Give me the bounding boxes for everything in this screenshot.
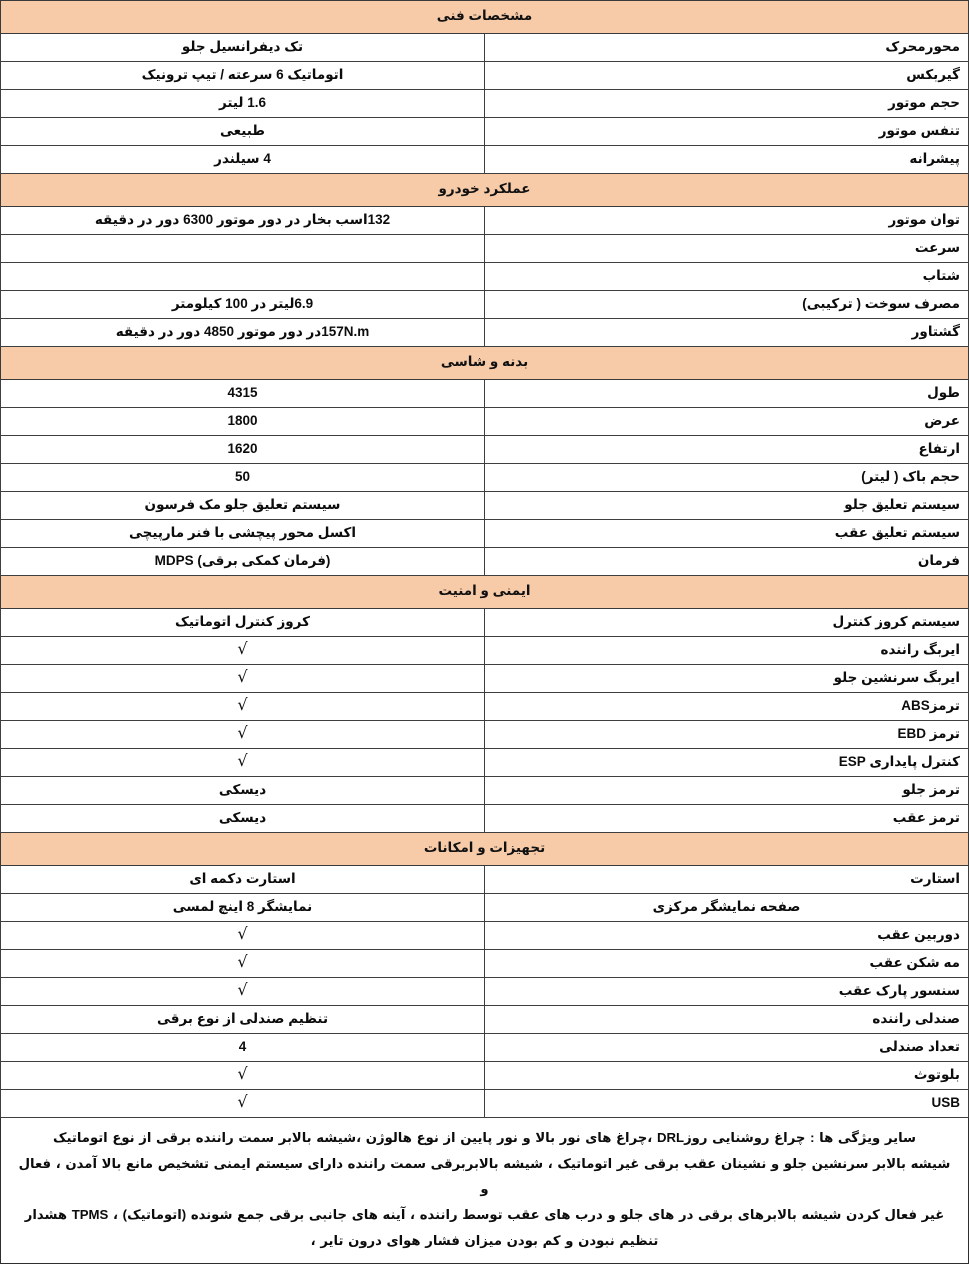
spec-value [1,721,485,749]
spec-label: ترمز عقب [485,805,969,833]
spec-label: USB [485,1090,969,1118]
table-row [1,637,969,665]
spec-value: 1800 [1,408,485,436]
spec-value: استارت دکمه ای [1,866,485,894]
spec-value [1,950,485,978]
spec-label: طول [485,380,969,408]
spec-label: عرض [485,408,969,436]
table-row [1,34,969,62]
spec-label: ترمز جلو [485,777,969,805]
footnote-line: سایر ویژگی ها : چراغ روشنایی روزDRL ،چراغ های نور بالا و نور پایین از نوع هالوژن ،شیشه بالابر سمت راننده برقی از نوع اتوماتیک [52,1130,916,1145]
spec-value [1,637,485,665]
table-row [1,492,969,520]
footnote-row [1,1118,969,1264]
spec-value: 50 [1,464,485,492]
spec-label: توان موتور [485,207,969,235]
spec-label: حجم باک ( لیتر) [485,464,969,492]
spec-value [1,665,485,693]
table-row [1,894,969,922]
table-row [1,436,969,464]
spec-label: شتاب [485,263,969,291]
table-row [1,548,969,576]
table-row [1,1062,969,1090]
spec-label: مصرف سوخت ( ترکیبی) [485,291,969,319]
spec-value: طبیعی [1,118,485,146]
table-row [1,1034,969,1062]
footnote-line: غیر فعال کردن شیشه بالابرهای برقی در های جلو و درب های عقب توسط راننده ، آینه های جانبی برقی جمع شونده (اتوماتیک) ، TPMS هشدار [24,1207,945,1223]
table-row [1,693,969,721]
check-icon: √ [237,695,248,715]
spec-label: ترمزABS [485,693,969,721]
table-row [1,1090,969,1118]
table-row [1,866,969,894]
table-row [1,777,969,805]
spec-value [1,235,485,263]
section-header-vehicle-performance: عملکرد خودرو [1,174,969,207]
spec-label: ترمز EBD [485,721,969,749]
check-icon: √ [237,639,248,659]
table-row [1,291,969,319]
table-row [1,665,969,693]
spec-label: سیستم کروز کنترل [485,609,969,637]
spec-value [1,263,485,291]
table-row [1,118,969,146]
spec-label: سیستم تعلیق عقب [485,520,969,548]
check-icon: √ [237,751,248,771]
spec-label: دوربین عقب [485,922,969,950]
footnote-line: شیشه بالابر سرنشین جلو و نشینان عقب برقی غیر اتوماتیک ، شیشه بالابربرقی سمت راننده دارای سیستم ایمنی تشخیص مانع بالا آمدن ، فعال و [18,1155,951,1197]
spec-value [1,1090,485,1118]
section-header-row [1,347,969,380]
spec-label: سیستم تعلیق جلو [485,492,969,520]
table-row [1,146,969,174]
section-header-safety-and-security: ایمنی و امنیت [1,576,969,609]
check-icon: √ [237,723,248,743]
spec-label: تعداد صندلی [485,1034,969,1062]
spec-label: ایربگ راننده [485,637,969,665]
section-header-body-and-chassis: بدنه و شاسی [1,347,969,380]
section-header-technical-specifications: مشخصات فنی [1,1,969,34]
spec-value: اکسل محور پیچشی با فنر مارپیچی [1,520,485,548]
spec-value [1,922,485,950]
spec-label: کنترل پایداری ESP [485,749,969,777]
spec-label: بلوتوث [485,1062,969,1090]
spec-value: 6.9لیتر در 100 کیلومتر [1,291,485,319]
table-row [1,721,969,749]
table-row [1,1006,969,1034]
spec-label: فرمان [485,548,969,576]
spec-label: محورمحرک [485,34,969,62]
spec-table-body [1,1,969,1264]
spec-value: 132اسب بخار در دور موتور 6300 دور در دقیقه [1,207,485,235]
table-row [1,235,969,263]
spec-value: دیسکی [1,805,485,833]
other-features-note [1,1118,969,1264]
check-icon: √ [237,952,248,972]
spec-label: گشتاور [485,319,969,347]
section-header-row [1,833,969,866]
table-row [1,520,969,548]
spec-label: صفحه نمایشگر مرکزی [485,894,969,922]
spec-label: تنفس موتور [485,118,969,146]
spec-label: استارت [485,866,969,894]
spec-value: دیسکی [1,777,485,805]
table-row [1,408,969,436]
spec-value: 157N.mدر دور موتور 4850 دور در دقیقه [1,319,485,347]
table-row [1,90,969,118]
spec-label: ارتفاع [485,436,969,464]
spec-value: نمایشگر 8 اینچ لمسی [1,894,485,922]
section-header-row [1,174,969,207]
check-icon: √ [237,667,248,687]
spec-value: (فرمان کمکی برقی) MDPS [1,548,485,576]
table-row [1,263,969,291]
section-header-equipment-and-features: تجهیزات و امکانات [1,833,969,866]
spec-label: حجم موتور [485,90,969,118]
table-row [1,922,969,950]
table-row [1,950,969,978]
check-icon: √ [237,980,248,1000]
spec-label: سنسور پارک عقب [485,978,969,1006]
footnote-line: تنظیم نبودن و کم بودن میزان فشار هوای درون تایر ، [310,1232,659,1248]
check-icon: √ [237,1064,248,1084]
spec-value [1,1062,485,1090]
spec-value: کروز کنترل اتوماتیک [1,609,485,637]
table-row [1,609,969,637]
spec-label: مه شکن عقب [485,950,969,978]
spec-label: صندلی راننده [485,1006,969,1034]
spec-value: تک دیفرانسیل جلو [1,34,485,62]
section-header-row [1,576,969,609]
spec-label: پیشرانه [485,146,969,174]
spec-value: سیستم تعلیق جلو مک فرسون [1,492,485,520]
table-row [1,207,969,235]
table-row [1,62,969,90]
spec-value: 4 سیلندر [1,146,485,174]
spec-value [1,693,485,721]
check-icon: √ [237,924,248,944]
spec-value: 1620 [1,436,485,464]
table-row [1,749,969,777]
spec-value: 1.6 لیتر [1,90,485,118]
check-icon: √ [237,1092,248,1112]
section-header-row [1,1,969,34]
spec-value: اتوماتیک 6 سرعته / تیپ ترونیک [1,62,485,90]
spec-value: تنظیم صندلی از نوع برقی [1,1006,485,1034]
spec-value [1,978,485,1006]
table-row [1,464,969,492]
table-row [1,380,969,408]
table-row [1,319,969,347]
table-row [1,805,969,833]
spec-value [1,749,485,777]
spec-label: ایربگ سرنشین جلو [485,665,969,693]
table-row [1,978,969,1006]
spec-label: گیربکس [485,62,969,90]
spec-value: 4315 [1,380,485,408]
spec-label: سرعت [485,235,969,263]
spec-value: 4 [1,1034,485,1062]
